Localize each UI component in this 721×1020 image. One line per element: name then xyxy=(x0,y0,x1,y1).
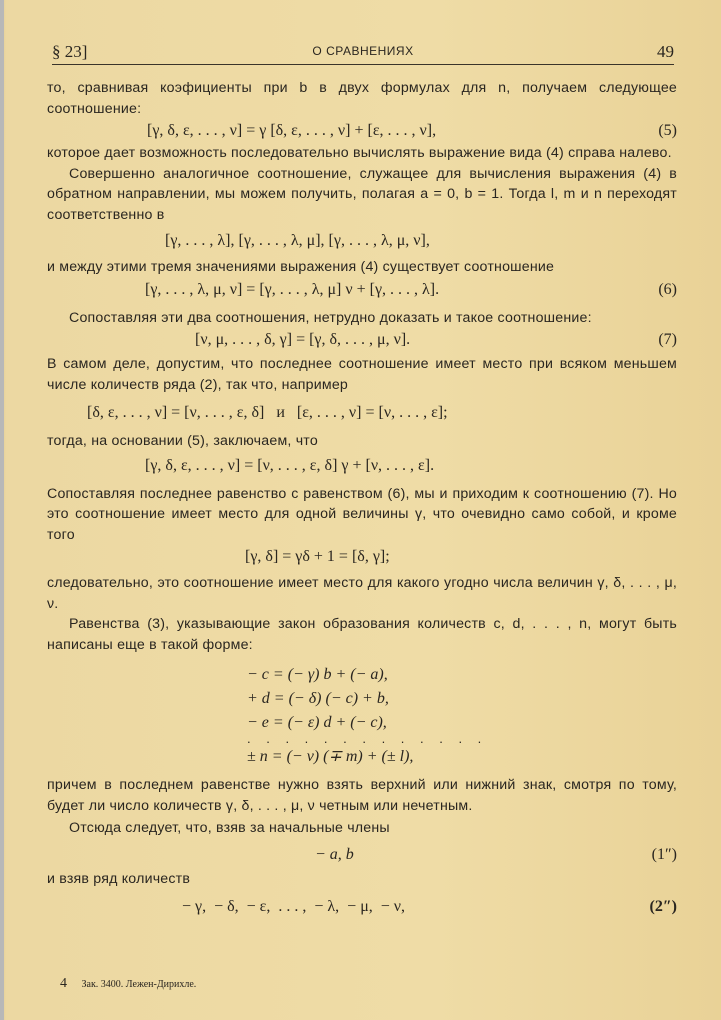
equation-gamma-delta xyxy=(47,545,677,569)
paragraph: и между этими тремя значениями выражения (4) существует соотношение xyxy=(47,259,555,275)
equation-text: + d = (− δ) (− c) + b, xyxy=(247,690,389,707)
equation-text: − a, b xyxy=(315,845,354,863)
equation-text: [ν, μ, . . . , δ, γ] = [γ, δ, . . . , μ, ν]. xyxy=(195,331,411,348)
equation-example xyxy=(47,401,677,425)
running-header xyxy=(52,42,674,65)
paragraph: тогда, на основании (5), заключаем, что xyxy=(47,433,318,449)
system-line-2 xyxy=(47,687,677,711)
printer-footer xyxy=(60,976,196,992)
equation-text: ± n = (− ν) (∓ m) + (± l), xyxy=(247,748,414,765)
imprint-text: Зак. 3400. Лежен-Дирихле. xyxy=(81,979,197,990)
paragraph: Сопоставляя эти два соотношения, нетрудно доказать и такое соотношение: xyxy=(69,309,592,326)
equation-number: (1″) xyxy=(651,845,677,863)
paragraph: и взяв ряд количеств xyxy=(47,870,191,887)
equation-text: [δ, ε, . . . , ν] = [ν, . . . , ε, δ] и [ε, . . . , ν] = [ν, . . . , ε]; xyxy=(87,404,448,421)
equation-number: (6) xyxy=(658,280,677,298)
paragraph: которое дает возможность последовательно вычислять выражение вида (4) справа налево. xyxy=(47,145,672,161)
paragraph: то, сравнивая коэфициенты при b в двух формулах для n, получаем следующее соотношение: xyxy=(47,80,677,117)
equation-text: − γ, − δ, − ε, . . . , − λ, − μ, − ν, xyxy=(182,898,406,915)
system-line-1 xyxy=(47,663,677,687)
paragraph: Сопоставляя последнее равенство с равенством (6), мы и приходим к соотношению (7). Но это соотношение имеет место для одной величины γ, что очевидно само собой, и кроме того xyxy=(47,485,677,543)
equation-2-double-prime xyxy=(47,895,677,919)
equation-number: (5) xyxy=(658,122,677,139)
equation-number: (7) xyxy=(658,331,677,348)
system-ellipsis: . . . . . . . . . . . . . xyxy=(247,731,488,746)
equation-1-double-prime xyxy=(47,843,677,867)
paragraph: причем в последнем равенстве нужно взять верхний или нижний знак, смотря по тому, будет ли число количеств γ, δ, . . . , μ, ν четным или нечетным. xyxy=(47,777,677,814)
paragraph: Совершенно аналогичное соотношение, служащее для вычисления выражения (4) в обратном направлении, мы можем получить, полагая a = 0, b = 1. Тогда l, m и n переходят соответственно в xyxy=(47,165,677,223)
equation-text: [γ, . . . , λ], [γ, . . . , λ, μ], [γ, . . . , λ, μ, ν], xyxy=(165,232,430,249)
equation-values xyxy=(47,229,677,253)
equation-number: (2″) xyxy=(649,898,677,915)
equation-text: − e = (− ε) d + (− c), xyxy=(247,714,387,731)
equation-5 xyxy=(47,119,677,143)
equation-text: − c = (− γ) b + (− a), xyxy=(247,666,388,683)
chapter-title: О СРАВНЕНИЯХ xyxy=(312,44,414,58)
page-number: 49 xyxy=(657,42,674,61)
equation-text: [γ, δ] = γδ + 1 = [δ, γ]; xyxy=(245,548,390,565)
paragraph: следовательно, это соотношение имеет место для какого угодно числа величин γ, δ, . . . , μ, ν. xyxy=(47,575,677,612)
paragraph: Равенства (3), указывающие закон образования количеств c, d, . . . , n, могут быть написаны еще в такой форме: xyxy=(47,616,677,653)
paragraph: Отсюда следует, что, взяв за начальные члены xyxy=(69,820,390,836)
scan-edge xyxy=(0,0,4,1020)
equation-text: [γ, δ, ε, . . . , ν] = [ν, . . . , ε, δ] γ + [ν, . . . , ε]. xyxy=(145,456,435,474)
signature-mark: 4 xyxy=(60,976,67,991)
page-body xyxy=(47,78,677,919)
equation-text: [γ, δ, ε, . . . , ν] = γ [δ, ε, . . . , ν] + [ε, . . . , ν], xyxy=(147,122,437,139)
equation-text: [γ, . . . , λ, μ, ν] = [γ, . . . , λ, μ] ν + [γ, . . . , λ]. xyxy=(145,280,440,298)
equation-6 xyxy=(47,278,677,302)
equation-conclusion xyxy=(47,454,677,478)
section-number: § 23] xyxy=(52,42,88,61)
equation-7 xyxy=(47,328,677,352)
system-line-4 xyxy=(47,745,677,769)
paragraph: В самом деле, допустим, что последнее соотношение имеет место при всяком меньшем числе количеств ряда (2), так что, например xyxy=(47,356,677,393)
